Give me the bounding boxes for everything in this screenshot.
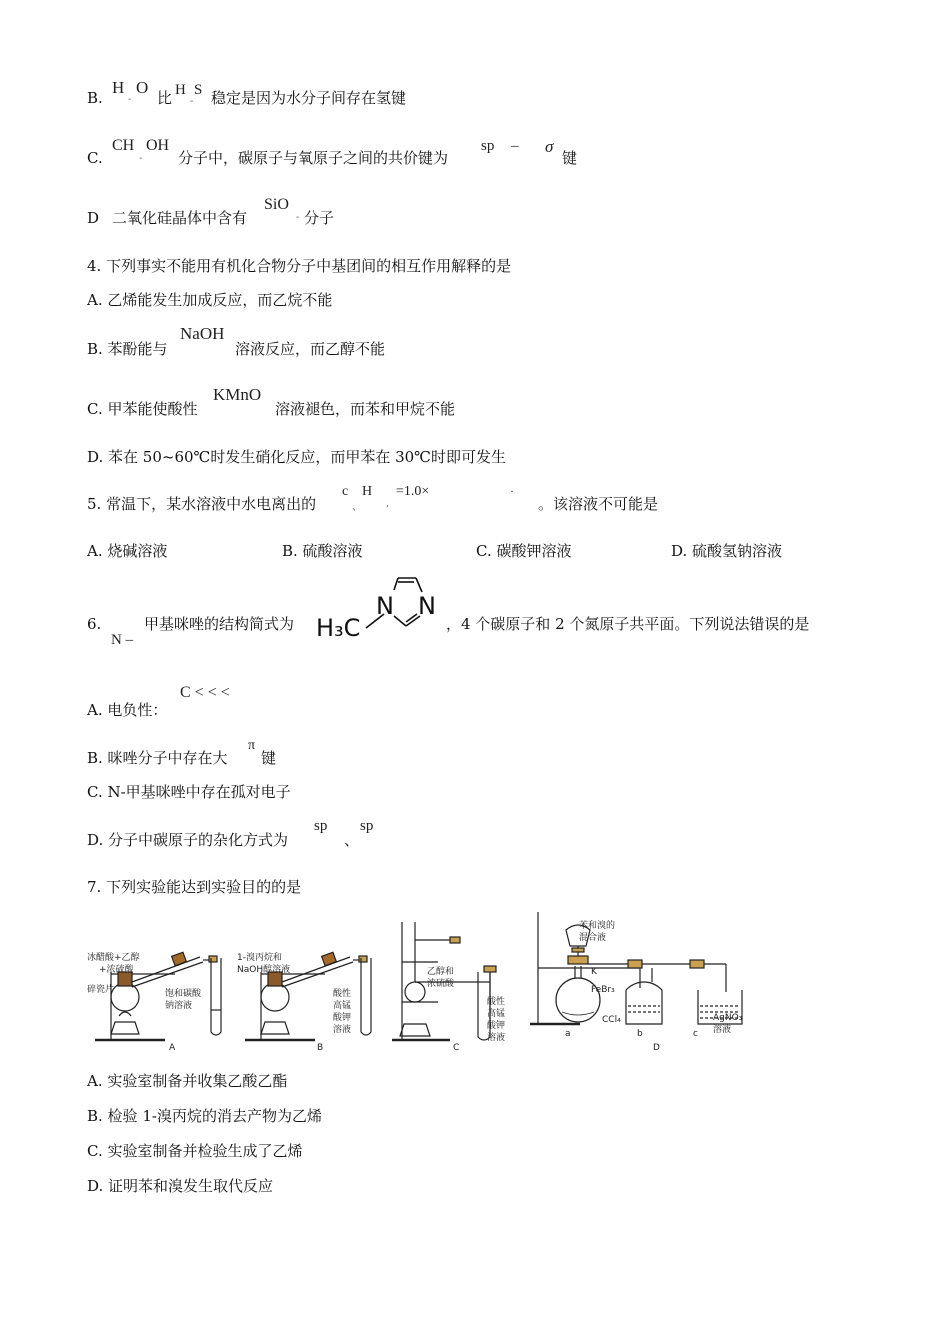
q5-option-b: B. 硫酸溶液 <box>282 542 363 560</box>
text: 溶液反应，而乙醇不能 <box>235 340 386 358</box>
text: 键 <box>562 149 578 167</box>
formula-sub: - <box>296 212 300 223</box>
figd-label-5: CCl₄ <box>602 1015 621 1025</box>
figd-label-2: 混合液 <box>579 933 607 943</box>
figc-caption: C <box>453 1043 460 1053</box>
formula: =1.0× <box>396 484 430 499</box>
ring-n1: N <box>376 592 394 620</box>
ring-n3: N <box>418 592 436 620</box>
text: 分子中，碳原子与氧原子之间的共价键为 <box>178 149 449 167</box>
q7-option-b: B. 检验 1-溴丙烷的消去产物为乙烯 <box>87 1107 322 1125</box>
apparatus-d <box>530 912 742 1024</box>
q5-stem: 5. 常温下，某水溶液中水电离出的 <box>87 495 317 513</box>
text: 比 <box>157 89 173 107</box>
text: 溶液褪色，而苯和甲烷不能 <box>275 400 456 418</box>
formula: H <box>175 82 186 98</box>
figc-label-2: 浓硫酸 <box>427 979 455 989</box>
q7-stem: 7. 下列实验能达到实验目的的是 <box>87 878 302 896</box>
text: 甲基咪唑的结构简式为 <box>144 615 295 633</box>
figb-label-2: NaOH醇溶液 <box>237 965 291 975</box>
formula: O <box>136 78 149 97</box>
figd-vessel-a: a <box>565 1029 571 1039</box>
formula: sp <box>481 138 495 154</box>
formula: · <box>510 484 514 498</box>
q4-stem: 4. 下列事实不能用有机化合物分子中基团间的相互作用解释的是 <box>87 257 512 275</box>
text: 。该溶液不可能是 <box>538 495 659 513</box>
figb-label-5: 酸钾 <box>333 1013 352 1023</box>
text: ，4 个碳原子和 2 个氮原子共平面。下列说法错误的是 <box>446 615 810 633</box>
q3-option-d: D <box>87 209 100 227</box>
q6-number: 6. <box>87 615 102 633</box>
q7-option-a: A. 实验室制备并收集乙酸乙酯 <box>87 1072 288 1090</box>
formula-sub: - <box>128 94 132 105</box>
q6-option-d: D. 分子中碳原子的杂化方式为 <box>87 831 289 849</box>
q7-option-d: D. 证明苯和溴发生取代反应 <box>87 1177 274 1195</box>
figb-label-6: 溶液 <box>333 1025 352 1035</box>
text: 键 <box>261 749 277 767</box>
figa-label-1: 冰醋酸+乙醇 <box>87 953 140 963</box>
figb-caption: B <box>317 1043 324 1053</box>
n-methylimidazole-structure <box>314 570 444 642</box>
q6-option-a: A. 电负性： <box>87 701 168 719</box>
text: 分子 <box>304 209 335 227</box>
q4-option-b: B. 苯酚能与 <box>87 340 168 358</box>
q6-option-b: B. 咪唑分子中存在大 <box>87 749 228 767</box>
figc-label-4: 高锰 <box>487 1009 506 1019</box>
q6-option-c: C. N-甲基咪唑中存在孤对电子 <box>87 783 291 801</box>
formula: sp <box>314 818 328 834</box>
formula: H <box>362 484 373 499</box>
figa-label-5: 钠溶液 <box>165 1001 193 1011</box>
figc-label-5: 酸钾 <box>487 1021 506 1031</box>
h3c-group: H₃C <box>316 614 361 642</box>
experiment-apparatus-figure <box>85 912 755 1057</box>
figd-vessel-c: c <box>693 1029 698 1039</box>
figd-label-6: AgNO₃ <box>713 1013 743 1023</box>
formula: S <box>194 82 203 98</box>
q3-option-c: C. <box>87 149 103 167</box>
figc-label-1: 乙醇和 <box>427 967 455 977</box>
formula: C < < < <box>180 684 230 701</box>
formula: – <box>511 138 519 154</box>
formula: CH <box>112 137 135 154</box>
formula: c <box>342 484 349 499</box>
q5-option-d: D. 硫酸氢钠溶液 <box>671 542 783 560</box>
figc-label-3: 酸性 <box>487 997 506 1007</box>
formula-sub: - <box>139 153 143 164</box>
figd-label-7: 溶液 <box>713 1025 732 1035</box>
formula: sp <box>360 818 374 834</box>
figd-vessel-b: b <box>637 1029 643 1039</box>
q3-option-b: B. <box>87 89 103 107</box>
figc-label-6: 溶液 <box>487 1033 506 1043</box>
figa-caption: A <box>169 1043 176 1053</box>
figd-caption: D <box>653 1043 660 1053</box>
q5-option-c: C. 碳酸钾溶液 <box>476 542 572 560</box>
q4-option-d: D. 苯在 50~60℃时发生硝化反应，而甲苯在 30℃时即可发生 <box>87 448 506 466</box>
formula: SiO <box>264 196 289 213</box>
formula: π <box>248 738 256 753</box>
formula: H <box>112 78 125 97</box>
figa-label-3: 碎瓷片 <box>87 985 115 995</box>
formula: N – <box>111 632 134 648</box>
figb-label-4: 高锰 <box>333 1001 352 1011</box>
text: 二氧化硅晶体中含有 <box>112 209 248 227</box>
formula: KMnO <box>213 385 262 404</box>
figa-label-2: +浓硫酸 <box>99 965 134 975</box>
figd-label-4: FeBr₃ <box>591 985 615 995</box>
formula-sub: - <box>190 96 194 107</box>
q4-option-c: C. 甲苯能使酸性 <box>87 400 198 418</box>
q5-option-a: A. 烧碱溶液 <box>87 542 168 560</box>
figd-label-3: K <box>591 967 597 977</box>
figa-label-4: 饱和碳酸 <box>165 989 202 999</box>
formula: NaOH <box>180 324 225 343</box>
figb-label-1: 1-溴丙烷和 <box>237 953 282 963</box>
formula: OH <box>146 137 170 154</box>
text: 、 <box>344 831 360 849</box>
formula: σ <box>545 137 554 156</box>
figb-label-3: 酸性 <box>333 989 352 999</box>
q4-option-a: A. 乙烯能发生加成反应，而乙烷不能 <box>87 291 333 309</box>
figd-label-1: 苯和溴的 <box>579 921 616 931</box>
q7-option-c: C. 实验室制备并检验生成了乙烯 <box>87 1142 303 1160</box>
text: 稳定是因为水分子间存在氢键 <box>211 89 407 107</box>
